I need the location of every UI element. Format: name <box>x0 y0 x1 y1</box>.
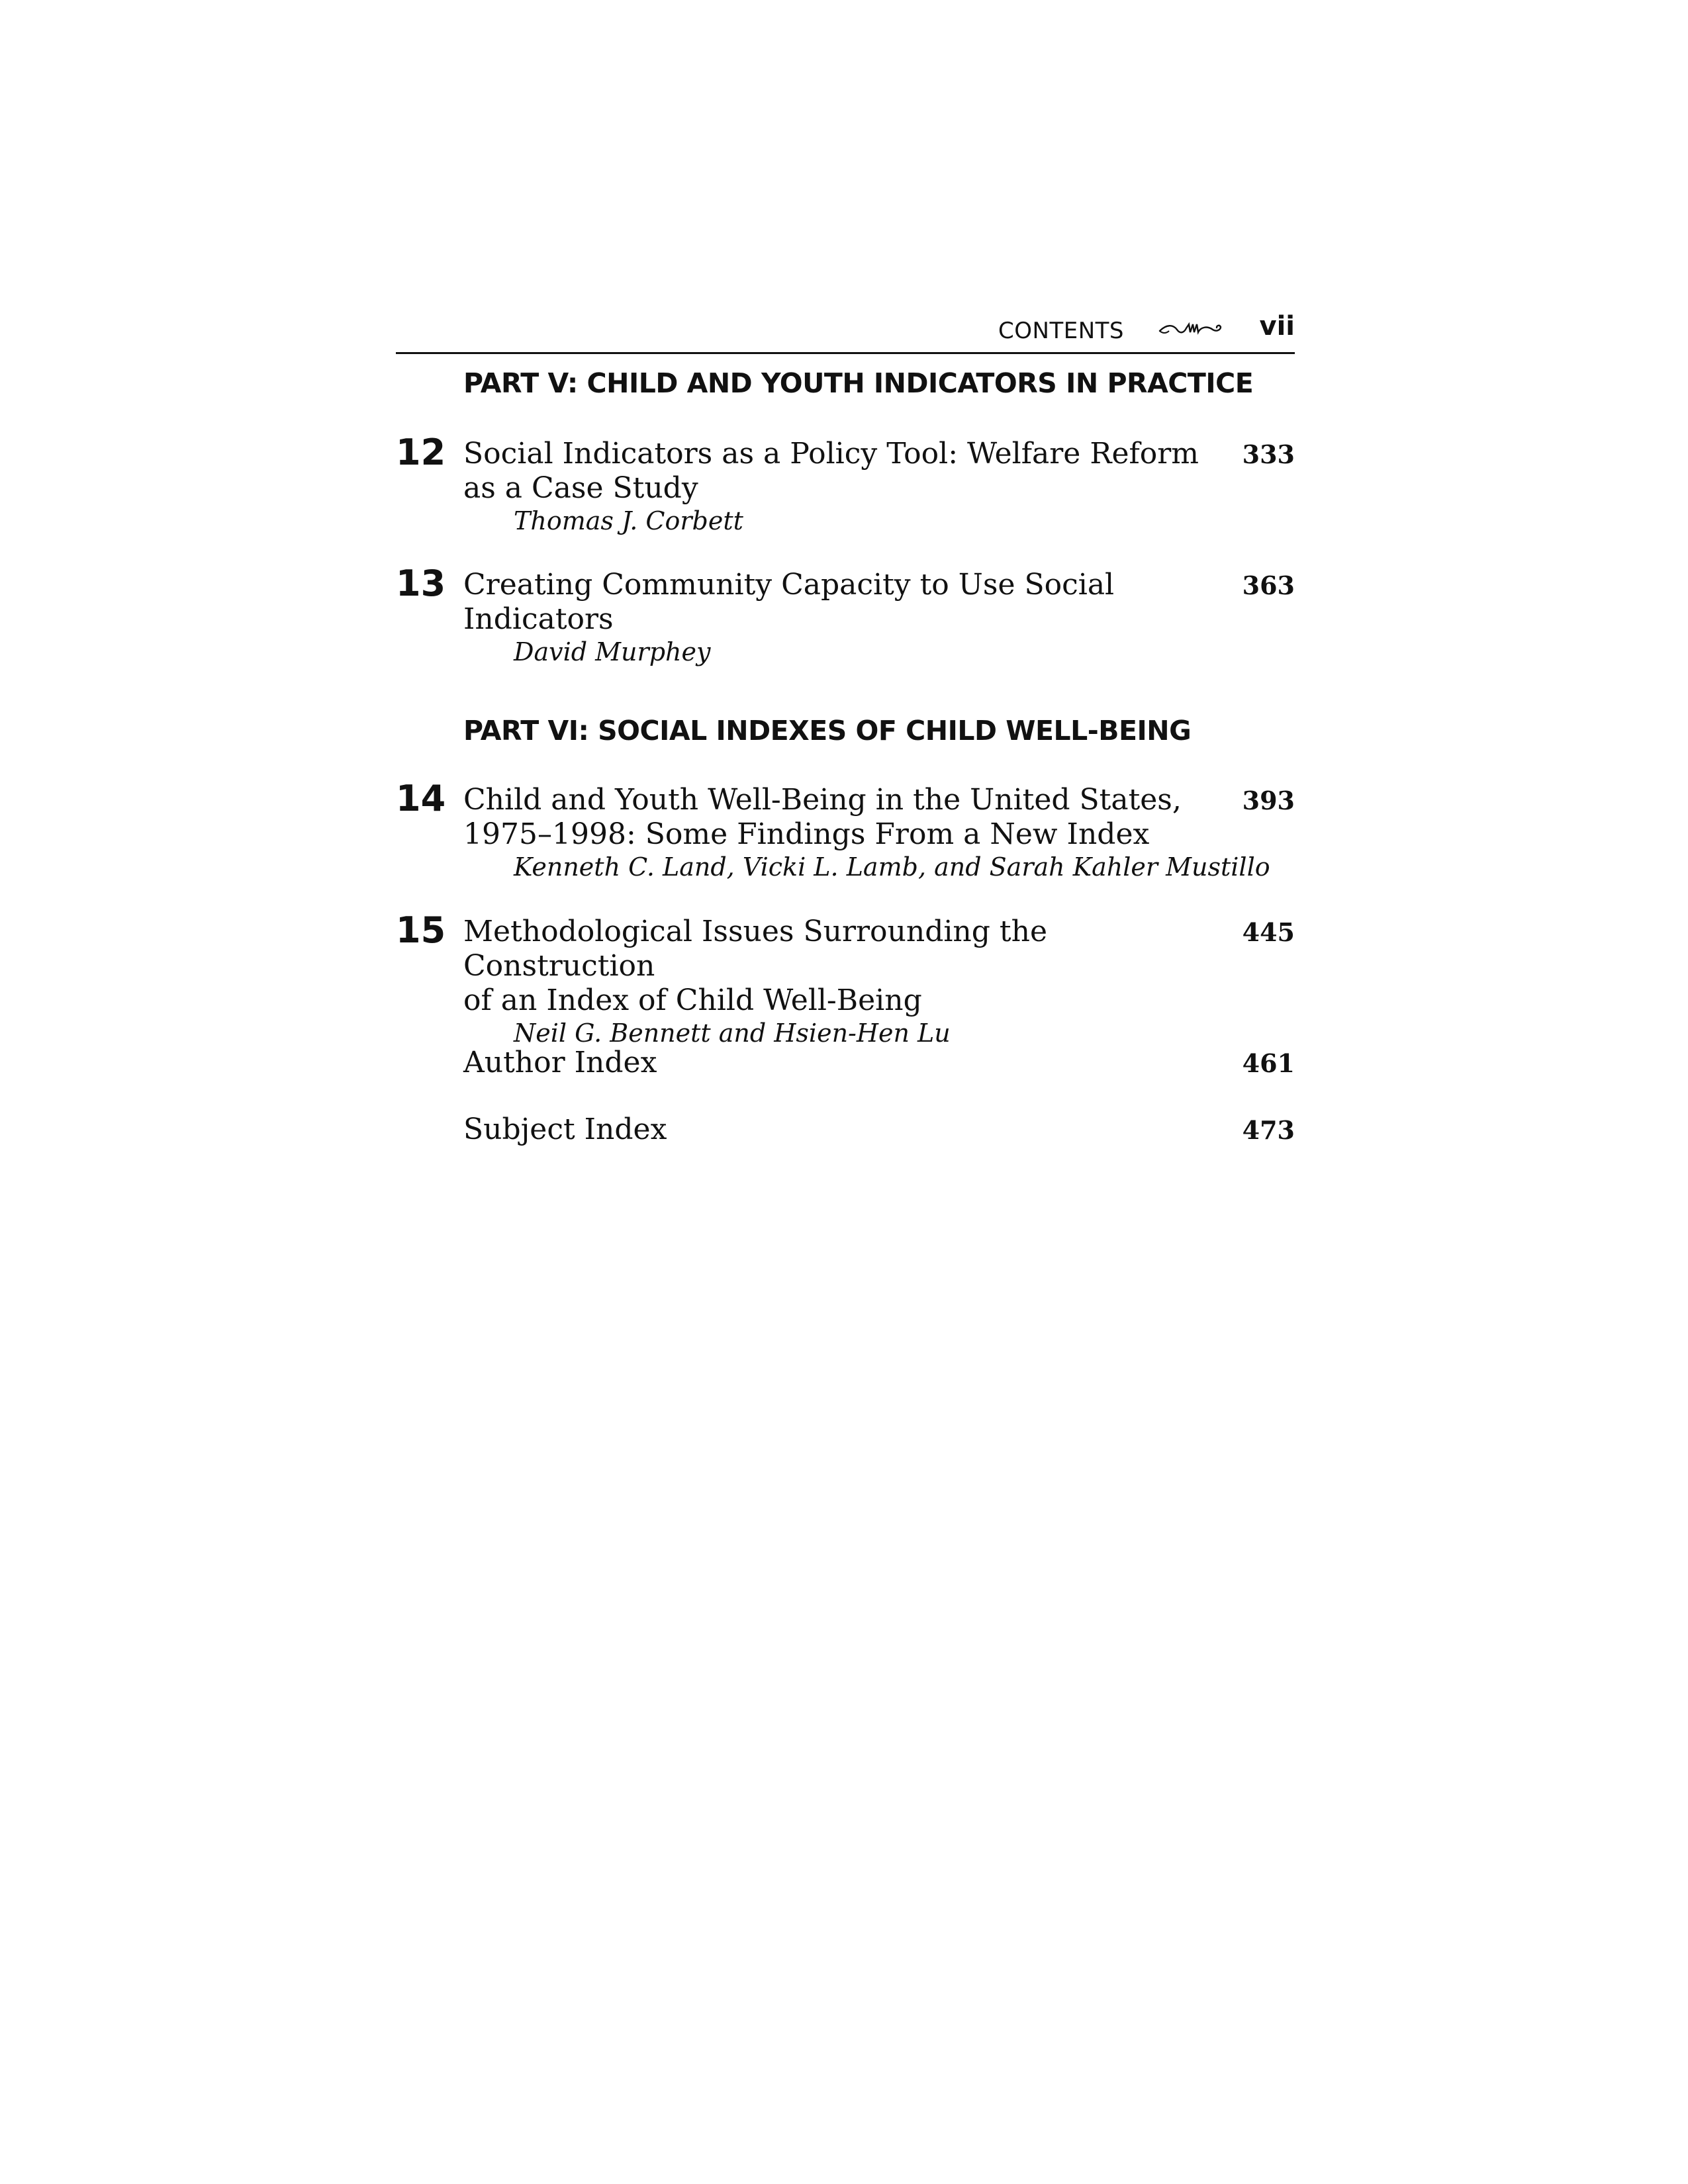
index-page-number: 473 <box>1242 1115 1295 1145</box>
chapter-number: 14 <box>396 778 446 819</box>
chapter-title <box>463 915 1211 1048</box>
part-heading: PART V: CHILD AND YOUTH INDICATORS IN PRACTICE <box>463 367 1254 399</box>
chapter-page-number: 363 <box>1242 570 1295 600</box>
chapter-title-line: of an Index of Child Well-Being <box>463 983 922 1017</box>
chapter-title-line: as a Case Study <box>463 471 698 505</box>
chapter-title-line: Indicators <box>463 602 614 636</box>
toc-index-entry[interactable] <box>396 1113 1295 1152</box>
toc-entry[interactable] <box>396 909 1295 1048</box>
chapter-title <box>463 437 1211 536</box>
chapter-page-number: 333 <box>1242 439 1295 469</box>
chapter-title <box>463 568 1211 667</box>
chapter-title-line: Social Indicators as a Policy Tool: Welfare Reform <box>463 437 1199 471</box>
index-page-number: 461 <box>1242 1048 1295 1078</box>
chapter-authors: Kenneth C. Land, Vicki L. Lamb, and Sarah Kahler Mustillo <box>514 852 1270 882</box>
part-heading: PART VI: SOCIAL INDEXES OF CHILD WELL-BEING <box>463 715 1192 747</box>
chapter-number: 13 <box>396 563 446 604</box>
running-header-section: CONTENTS <box>998 318 1124 344</box>
chapter-number: 12 <box>396 432 446 473</box>
chapter-title-line: Methodological Issues Surrounding the Construction <box>463 915 1047 983</box>
toc-entry[interactable] <box>396 563 1295 667</box>
toc-entry[interactable] <box>396 778 1295 882</box>
toc-entry[interactable] <box>396 432 1295 536</box>
index-title: Author Index <box>463 1046 657 1079</box>
flourish-ornament-icon <box>1157 319 1223 339</box>
chapter-authors: David Murphey <box>514 637 711 666</box>
index-title: Subject Index <box>463 1113 667 1146</box>
chapter-page-number: 393 <box>1242 786 1295 815</box>
running-header <box>396 311 1295 354</box>
chapter-title-line: Child and Youth Well-Being in the United States, <box>463 783 1182 817</box>
chapter-page-number: 445 <box>1242 917 1295 947</box>
chapter-title-line: 1975–1998: Some Findings From a New Index <box>463 817 1150 851</box>
chapter-title-line: Creating Community Capacity to Use Social <box>463 568 1115 602</box>
toc-index-entry[interactable] <box>396 1046 1295 1085</box>
chapter-number: 15 <box>396 909 446 951</box>
chapter-authors: Thomas J. Corbett <box>514 506 743 535</box>
page-folio: vii <box>1259 311 1295 341</box>
chapter-authors: Neil G. Bennett and Hsien-Hen Lu <box>514 1019 951 1048</box>
